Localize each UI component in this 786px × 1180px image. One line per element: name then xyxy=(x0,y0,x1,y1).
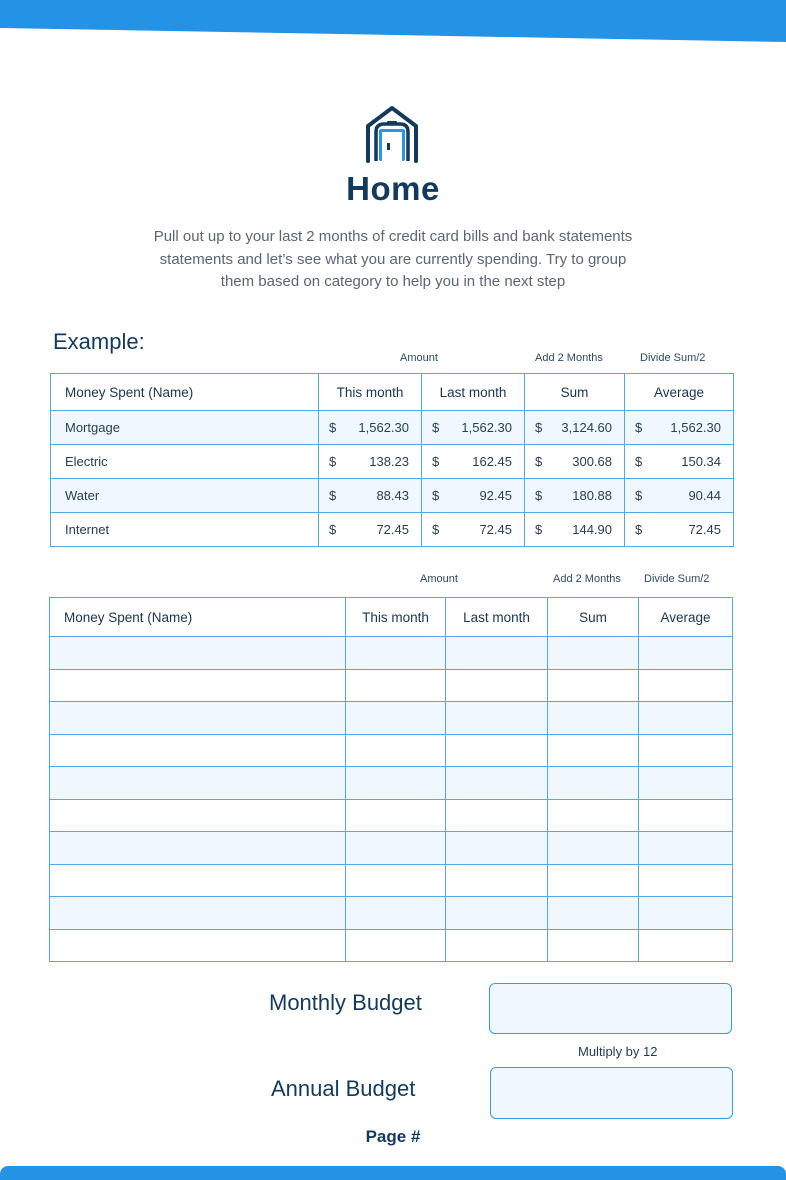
currency-symbol: $ xyxy=(329,454,337,469)
entry-cell[interactable] xyxy=(548,637,639,670)
page-title: Home xyxy=(346,170,440,207)
currency-symbol: $ xyxy=(432,454,440,469)
entry-cell[interactable] xyxy=(446,929,548,962)
entry-cell[interactable] xyxy=(50,734,346,767)
entry-cell[interactable] xyxy=(50,929,346,962)
entry-cell[interactable] xyxy=(346,637,446,670)
table-row xyxy=(50,897,733,930)
entry-cell[interactable] xyxy=(639,832,733,865)
worksheet-body xyxy=(50,637,733,962)
house-icon xyxy=(363,104,421,164)
multiply-note: Multiply by 12 xyxy=(578,1044,658,1059)
sum-value: 300.68 xyxy=(572,454,612,469)
entry-cell[interactable] xyxy=(346,669,446,702)
table-row xyxy=(50,637,733,670)
entry-cell[interactable] xyxy=(50,637,346,670)
currency-symbol: $ xyxy=(329,522,337,537)
table-row xyxy=(51,445,734,479)
entry-cell[interactable] xyxy=(50,702,346,735)
entry-cell[interactable] xyxy=(50,897,346,930)
entry-cell[interactable] xyxy=(639,929,733,962)
intro-line: Pull out up to your last 2 months of credit card bills and bank statements xyxy=(153,228,633,245)
entry-cell[interactable] xyxy=(50,832,346,865)
table-row xyxy=(51,411,734,445)
average-value: 90.44 xyxy=(688,488,721,503)
table-row xyxy=(50,767,733,800)
entry-cell[interactable] xyxy=(50,799,346,832)
entry-cell[interactable] xyxy=(639,799,733,832)
entry-cell[interactable] xyxy=(346,832,446,865)
entry-cell[interactable] xyxy=(346,929,446,962)
intro-line: statements and let’s see what you are currently spending. Try to group xyxy=(159,250,627,268)
column-header-name: Money Spent (Name) xyxy=(51,374,319,411)
currency-symbol: $ xyxy=(535,522,543,537)
entry-cell[interactable] xyxy=(446,864,548,897)
divide-sum-hint: Divide Sum/2 xyxy=(644,573,710,585)
currency-symbol: $ xyxy=(635,522,643,537)
column-header-last-month: Last month xyxy=(422,374,525,411)
this-month-value: 1,562.30 xyxy=(358,420,409,435)
currency-symbol: $ xyxy=(432,522,440,537)
row-name: Electric xyxy=(51,445,319,479)
entry-cell[interactable] xyxy=(50,767,346,800)
bottom-accent-band xyxy=(0,1166,786,1180)
this-month-value: 88.43 xyxy=(376,488,409,503)
this-month-value: 138.23 xyxy=(369,454,409,469)
entry-cell[interactable] xyxy=(346,767,446,800)
table-row xyxy=(50,929,733,962)
table-row xyxy=(51,513,734,547)
average-value: 150.34 xyxy=(681,454,721,469)
entry-cell[interactable] xyxy=(346,734,446,767)
table-row xyxy=(50,799,733,832)
entry-cell[interactable] xyxy=(548,767,639,800)
top-accent-band xyxy=(0,0,786,44)
entry-cell[interactable] xyxy=(639,669,733,702)
currency-symbol: $ xyxy=(329,420,337,435)
amount-hint: Amount xyxy=(420,573,458,585)
average-value: 1,562.30 xyxy=(670,420,721,435)
table-row xyxy=(50,864,733,897)
last-month-value: 92.45 xyxy=(479,488,512,503)
column-header-last-month: Last month xyxy=(446,598,548,637)
table-row xyxy=(51,479,734,513)
entry-cell[interactable] xyxy=(639,767,733,800)
entry-cell[interactable] xyxy=(446,767,548,800)
column-header-average: Average xyxy=(625,374,734,411)
add-months-hint: Add 2 Months xyxy=(535,352,603,364)
entry-cell[interactable] xyxy=(548,832,639,865)
currency-symbol: $ xyxy=(432,488,440,503)
entry-cell[interactable] xyxy=(446,637,548,670)
example-heading: Example: xyxy=(53,329,145,354)
entry-cell[interactable] xyxy=(446,799,548,832)
annual-budget-field[interactable] xyxy=(490,1067,733,1119)
table-row xyxy=(50,832,733,865)
column-header-sum: Sum xyxy=(525,374,625,411)
column-header-average: Average xyxy=(639,598,733,637)
entry-cell[interactable] xyxy=(50,864,346,897)
table-row xyxy=(50,702,733,735)
entry-cell[interactable] xyxy=(548,864,639,897)
currency-symbol: $ xyxy=(635,420,643,435)
add-months-hint: Add 2 Months xyxy=(553,573,621,585)
entry-cell[interactable] xyxy=(346,702,446,735)
column-header-this-month: This month xyxy=(319,374,422,411)
currency-symbol: $ xyxy=(635,454,643,469)
monthly-budget-field[interactable] xyxy=(489,983,732,1034)
this-month-value: 72.45 xyxy=(376,522,409,537)
currency-symbol: $ xyxy=(535,420,543,435)
currency-symbol: $ xyxy=(432,420,440,435)
entry-cell[interactable] xyxy=(639,637,733,670)
intro-text xyxy=(110,226,676,294)
entry-cell[interactable] xyxy=(446,669,548,702)
entry-cell[interactable] xyxy=(548,669,639,702)
row-name: Water xyxy=(51,479,319,513)
table-row xyxy=(50,734,733,767)
page-number: Page # xyxy=(365,1127,421,1146)
entry-cell[interactable] xyxy=(639,702,733,735)
entry-cell[interactable] xyxy=(346,864,446,897)
example-table xyxy=(50,373,734,547)
table-row xyxy=(50,669,733,702)
entry-cell[interactable] xyxy=(548,734,639,767)
entry-cell[interactable] xyxy=(548,897,639,930)
row-name: Internet xyxy=(51,513,319,547)
entry-cell[interactable] xyxy=(50,669,346,702)
entry-cell[interactable] xyxy=(446,897,548,930)
entry-cell[interactable] xyxy=(639,734,733,767)
entry-cell[interactable] xyxy=(548,702,639,735)
entry-cell[interactable] xyxy=(548,799,639,832)
entry-cell[interactable] xyxy=(639,864,733,897)
average-value: 72.45 xyxy=(688,522,721,537)
currency-symbol: $ xyxy=(535,488,543,503)
column-header-sum: Sum xyxy=(548,598,639,637)
sum-value: 180.88 xyxy=(572,488,612,503)
entry-cell[interactable] xyxy=(548,929,639,962)
monthly-budget-label: Monthly Budget xyxy=(269,990,422,1015)
entry-cell[interactable] xyxy=(639,897,733,930)
sum-value: 3,124.60 xyxy=(561,420,612,435)
column-header-this-month: This month xyxy=(346,598,446,637)
annual-budget-label: Annual Budget xyxy=(271,1076,416,1101)
currency-symbol: $ xyxy=(535,454,543,469)
entry-cell[interactable] xyxy=(346,799,446,832)
divide-sum-hint: Divide Sum/2 xyxy=(640,352,706,364)
intro-line: them based on category to help you in the next step xyxy=(220,273,566,290)
entry-cell[interactable] xyxy=(346,897,446,930)
amount-hint: Amount xyxy=(400,352,438,364)
entry-cell[interactable] xyxy=(446,734,548,767)
entry-cell[interactable] xyxy=(446,832,548,865)
currency-symbol: $ xyxy=(329,488,337,503)
last-month-value: 72.45 xyxy=(479,522,512,537)
entry-cell[interactable] xyxy=(446,702,548,735)
last-month-value: 162.45 xyxy=(472,454,512,469)
last-month-value: 1,562.30 xyxy=(461,420,512,435)
worksheet-table xyxy=(49,597,733,962)
column-header-name: Money Spent (Name) xyxy=(50,598,346,637)
row-name: Mortgage xyxy=(51,411,319,445)
sum-value: 144.90 xyxy=(572,522,612,537)
currency-symbol: $ xyxy=(635,488,643,503)
